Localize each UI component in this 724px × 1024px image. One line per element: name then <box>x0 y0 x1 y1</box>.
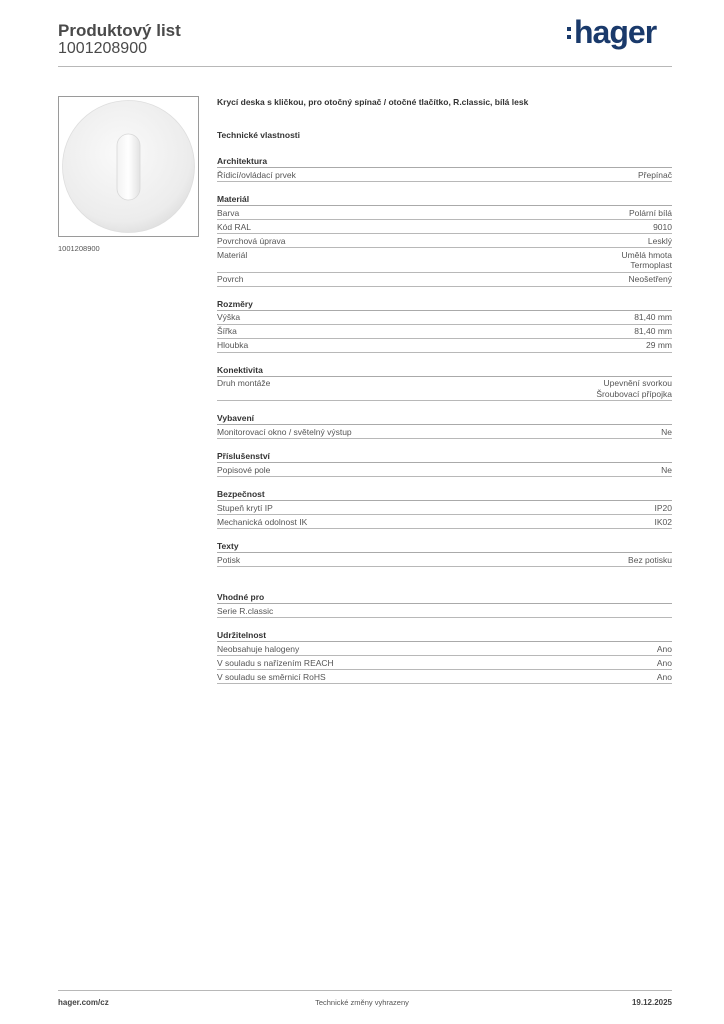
property-label: V souladu se směrnicí RoHS <box>217 671 326 682</box>
property-section <box>217 591 672 618</box>
property-row <box>217 220 672 234</box>
property-value: Ano <box>656 657 672 668</box>
property-row <box>217 339 672 353</box>
property-section <box>217 364 672 402</box>
property-value: Polární bílá <box>629 207 672 218</box>
property-value: 9010 <box>653 221 672 232</box>
property-row <box>217 553 672 567</box>
property-row <box>217 656 672 670</box>
property-label: Řídicí/ovládací prvek <box>217 169 296 180</box>
property-row <box>217 463 672 477</box>
property-value: Přepínač <box>637 169 672 180</box>
property-label: Serie R.classic <box>217 605 274 616</box>
technical-properties-heading: Technické vlastnosti <box>217 130 300 140</box>
property-row <box>217 234 672 248</box>
property-row <box>217 206 672 220</box>
property-label: Barva <box>217 207 240 218</box>
property-label: Mechanická odolnost IK <box>217 516 308 527</box>
property-section <box>217 488 672 529</box>
section-title: Příslušenství <box>217 450 672 463</box>
section-title: Texty <box>217 540 672 553</box>
section-title: Materiál <box>217 193 672 206</box>
footer-disclaimer: Technické změny vyhrazeny <box>315 998 409 1007</box>
product-details <box>217 96 672 684</box>
footer-website: hager.com/cz <box>58 998 109 1007</box>
property-label: V souladu s nařízením REACH <box>217 657 334 668</box>
property-value: 81,40 mm <box>634 326 672 336</box>
footer-date: 19.12.2025 <box>631 998 672 1007</box>
property-label: Povrch <box>217 274 244 284</box>
section-title: Konektivita <box>217 364 672 377</box>
property-value: Ano <box>656 643 672 654</box>
product-description: Krycí deska s kličkou, pro otočný spínač / otočné tlačítko, R.classic, bílá lesk <box>217 97 529 107</box>
property-section <box>217 298 672 353</box>
property-value: Upevnění svorkou Šroubovací přípojka <box>596 378 672 399</box>
logo-text: hager <box>574 14 657 50</box>
property-label: Hloubka <box>217 340 249 350</box>
property-label: Povrchová úprava <box>217 235 286 246</box>
logo-mark-icon <box>567 25 571 41</box>
property-value: IK02 <box>654 516 672 527</box>
section-title: Bezpečnost <box>217 488 672 501</box>
property-value: Bez potisku <box>628 554 672 565</box>
property-value: 81,40 mm <box>634 312 672 322</box>
property-label: Stupeň krytí IP <box>217 502 273 513</box>
property-label: Druh montáže <box>217 378 271 388</box>
product-number: 1001208900 <box>58 40 147 57</box>
property-row <box>217 604 672 618</box>
property-row <box>217 515 672 529</box>
property-row <box>217 425 672 439</box>
product-image <box>58 96 199 237</box>
property-row <box>217 377 672 402</box>
section-title: Vybavení <box>217 412 672 425</box>
property-row <box>217 311 672 325</box>
product-image-caption: 1001208900 <box>58 244 100 253</box>
hager-logo <box>567 14 656 51</box>
page-title: Produktový list <box>58 21 181 40</box>
property-label: Neobsahuje halogeny <box>217 643 300 654</box>
property-value: Ne <box>661 464 672 475</box>
property-section <box>217 155 672 182</box>
section-title: Udržitelnost <box>217 629 672 642</box>
properties-sections <box>217 155 672 684</box>
property-label: Popisové pole <box>217 464 271 475</box>
property-row <box>217 273 672 287</box>
property-row <box>217 325 672 339</box>
property-row <box>217 501 672 515</box>
property-value: 29 mm <box>646 340 672 350</box>
property-label: Šířka <box>217 326 237 336</box>
property-value: IP20 <box>654 502 672 513</box>
section-title: Architektura <box>217 155 672 168</box>
property-value: Lesklý <box>647 235 672 246</box>
property-label: Monitorovací okno / světelný výstup <box>217 426 352 437</box>
property-row <box>217 670 672 684</box>
section-title: Rozměry <box>217 298 672 311</box>
header-divider <box>58 66 672 67</box>
property-row <box>217 642 672 656</box>
footer-divider <box>58 990 672 991</box>
property-section <box>217 412 672 439</box>
property-row <box>217 248 672 273</box>
property-label: Materiál <box>217 249 248 260</box>
property-label: Potisk <box>217 554 241 565</box>
property-value: Umělá hmota Termoplast <box>621 249 672 270</box>
property-value: Neošetřený <box>628 274 672 284</box>
property-row <box>217 168 672 182</box>
property-section <box>217 450 672 477</box>
property-value: Ano <box>656 671 672 682</box>
property-label: Výška <box>217 312 241 322</box>
property-value: Ne <box>661 426 672 437</box>
property-label: Kód RAL <box>217 221 252 232</box>
section-title: Vhodné pro <box>217 591 672 604</box>
property-section <box>217 193 672 287</box>
property-section <box>217 629 672 684</box>
cover-plate-illustration <box>59 97 198 236</box>
property-section <box>217 540 672 567</box>
